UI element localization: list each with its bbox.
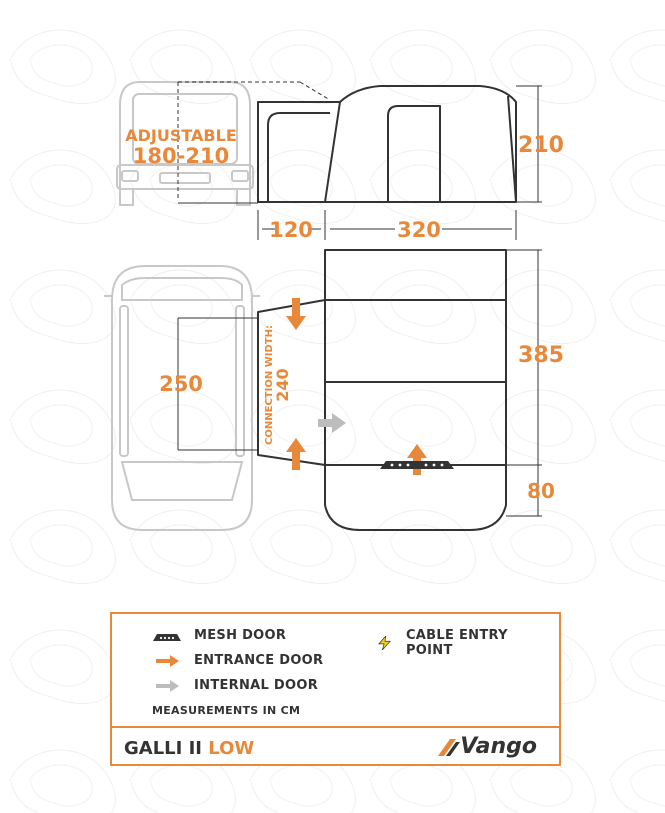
legend-entrance-door-label: ENTRANCE DOOR [194, 653, 324, 668]
depth-main-value: 385 [518, 343, 564, 368]
entrance-arrow-icon [152, 654, 182, 668]
product-variant: LOW [208, 738, 255, 759]
depth-canopy-value: 80 [527, 479, 555, 503]
units-note: MEASUREMENTS IN CM [152, 704, 301, 717]
vango-logo [436, 734, 537, 759]
legend-mesh-door-label: MESH DOOR [194, 628, 287, 643]
mesh-door-icon [152, 629, 182, 643]
width-main-value: 320 [397, 218, 441, 242]
product-name: GALLI II [124, 738, 203, 759]
legend-divider [112, 726, 559, 728]
legend-cable-entry [374, 628, 559, 658]
height-value: 210 [518, 133, 564, 158]
adjustable-range: 180-210 [132, 144, 230, 168]
vango-logo-icon [436, 736, 462, 758]
product-title [124, 738, 254, 759]
width-connection-value: 120 [269, 218, 313, 242]
legend-cable-entry-label: CABLE ENTRY POINT [405, 628, 508, 658]
legend-box [110, 612, 561, 766]
svg-text:240: 240 [273, 368, 292, 402]
adjustable-label: ADJUSTABLE [125, 126, 237, 145]
legend-entrance-door [152, 653, 323, 668]
internal-arrow-icon [152, 679, 182, 693]
brand-name: Vango [460, 734, 537, 759]
mesh-door-icon [380, 461, 454, 469]
svg-text:CONNECTION WIDTH:: CONNECTION WIDTH: [264, 325, 275, 445]
legend-mesh-door [152, 628, 286, 643]
van-width-value: 250 [159, 372, 203, 396]
cable-entry-icon [374, 636, 396, 650]
legend-internal-door-label: INTERNAL DOOR [194, 678, 319, 693]
legend-internal-door [152, 678, 318, 693]
